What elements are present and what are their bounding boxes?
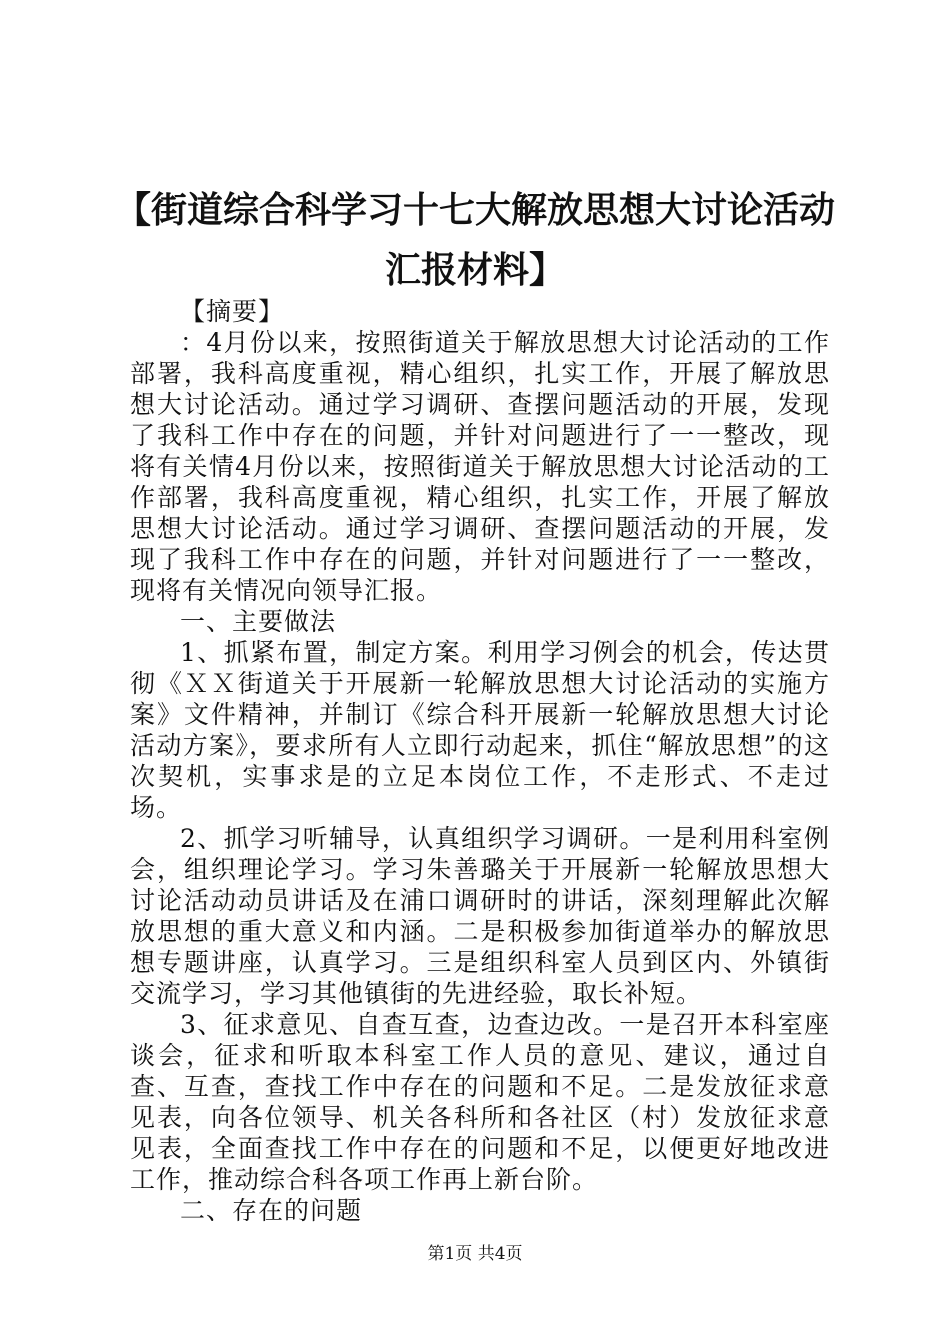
section-heading-existing-problems: 二、存在的问题 — [180, 1196, 363, 1225]
page-number-footer: 第1页 共4页 — [427, 1244, 523, 1264]
paragraph-item-3: 3、征求意见、自查互查，边查边改。一是召开本科室座谈会，征求和听取本科室工作人员的意见、建议，通过自查、互查，查找工作中存在的问题和不足。二是发放征求意见表，向各位领导、机关各科所和各社区（村）发放征求意见表，全面查找工作中存在的问题和不足，以便更好地改进工作，推动综合科各项工作再上新台阶。 — [130, 1010, 830, 1194]
paragraph-item-2: 2、抓学习听辅导，认真组织学习调研。一是利用科室例会，组织理论学习。学习朱善璐关于开展新一轮解放思想大讨论活动动员讲话及在浦口调研时的讲话，深刻理解此次解放思想的重大意义和内涵。二是积极参加街道举办的解放思想专题讲座，认真学习。三是组织科室人员到区内、外镇街交流学习，学习其他镇街的先进经验，取长补短。 — [130, 824, 830, 1008]
document-body — [130, 296, 830, 1226]
document-title: 【街道综合科学习十七大解放思想大讨论活动汇报材料】 — [114, 189, 835, 291]
abstract-label: 【摘要】 — [180, 297, 285, 326]
paragraph-item-1: 1、抓紧布置，制定方案。利用学习例会的机会，传达贯彻《ＸＸ街道关于开展新一轮解放思想大讨论活动的实施方案》文件精神，并制订《综合科开展新一轮解放思想大讨论活动方案》，要求所有人立即行动起来，抓住“解放思想”的这次契机，实事求是的立足本岗位工作，不走形式、不走过场。 — [130, 638, 830, 822]
section-heading-main-practices: 一、主要做法 — [180, 607, 337, 636]
abstract-paragraph: ：4月份以来，按照街道关于解放思想大讨论活动的工作部署，我科高度重视，精心组织，扎实工作，开展了解放思想大讨论活动。通过学习调研、查摆问题活动的开展，发现了我科工作中存在的问题，并针对问题进行了一一整改，现将有关情4月份以来，按照街道关于解放思想大讨论活动的工作部署，我科高度重视，精心组织，扎实工作，开展了解放思想大讨论活动。通过学习调研、查摆问题活动的开展，发现了我科工作中存在的问题，并针对问题进行了一一整改，现将有关情况向领导汇报。 — [130, 328, 830, 605]
